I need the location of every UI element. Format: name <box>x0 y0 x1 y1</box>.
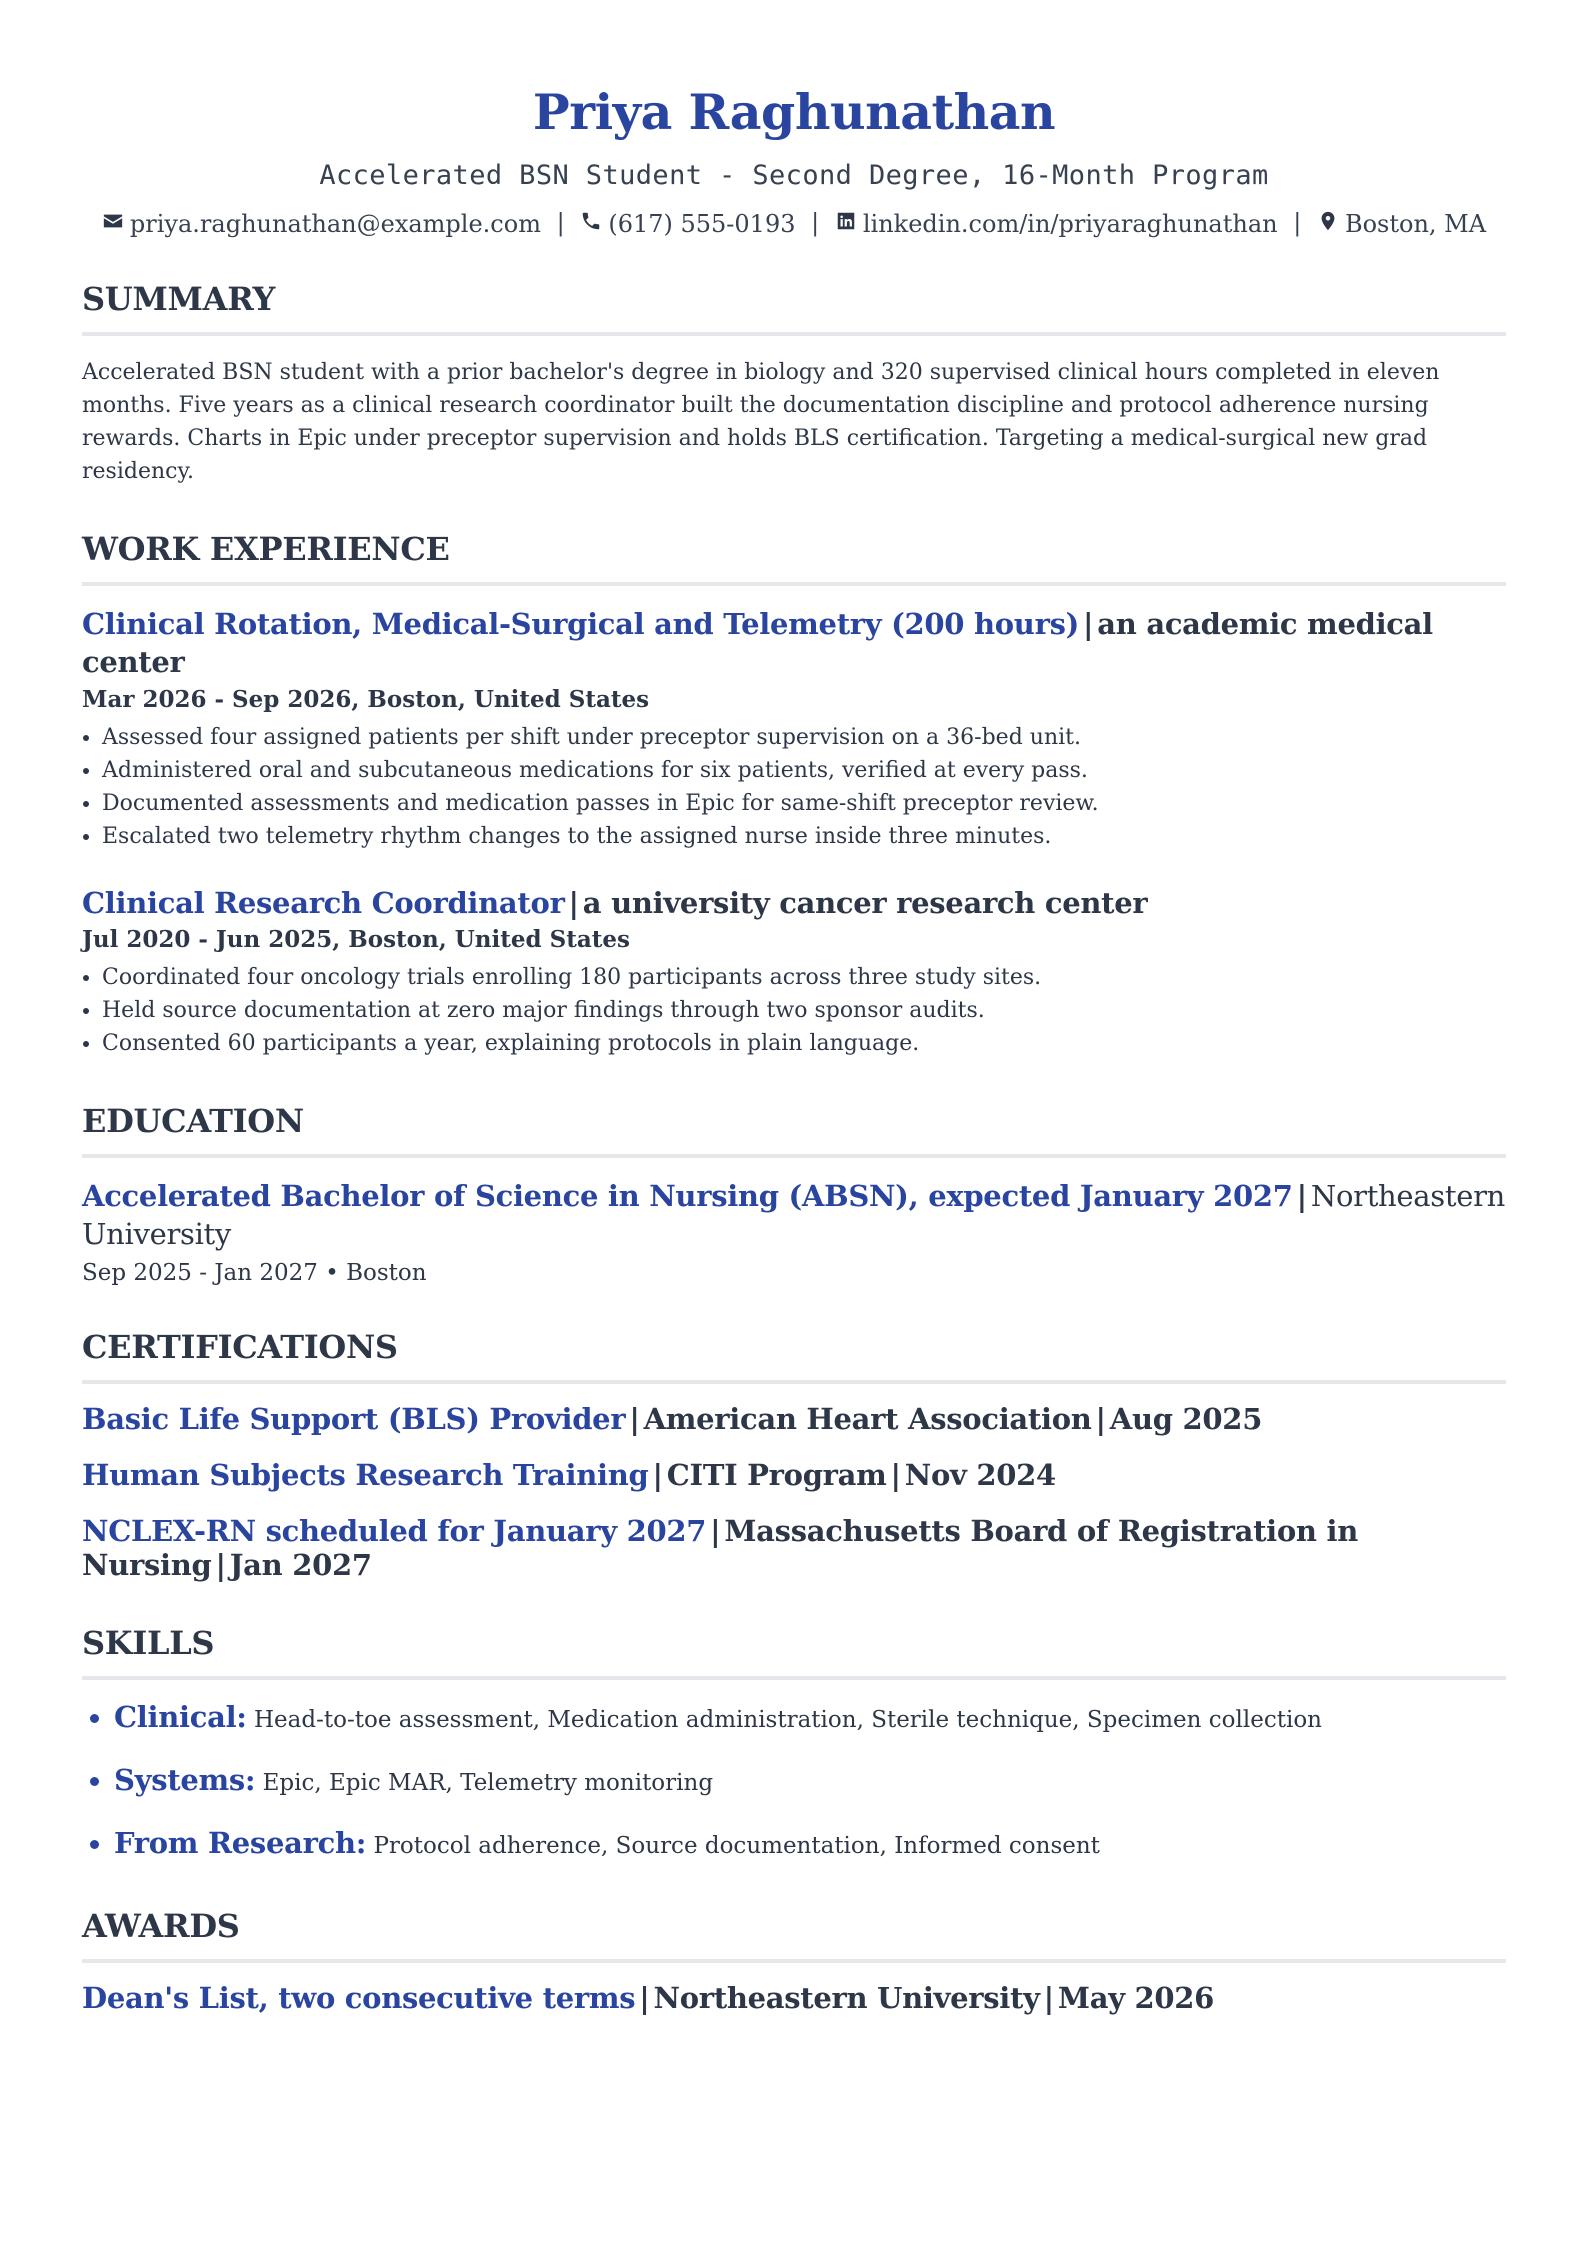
section-title: WORK EXPERIENCE <box>82 530 1506 586</box>
certification-issuer: CITI Program <box>666 1457 887 1492</box>
skill-values: Epic, Epic MAR, Telemetry monitoring <box>262 1769 714 1796</box>
skills-section <box>82 1624 1506 1865</box>
award-name: Dean's List, two consecutive terms <box>82 1980 636 2015</box>
list-item: • Escalated two telemetry rhythm changes to the assigned nurse inside three minutes. <box>102 820 1506 853</box>
summary-section <box>82 280 1506 488</box>
section-title: EDUCATION <box>82 1102 1506 1158</box>
phone-icon <box>580 210 602 238</box>
experience-section <box>82 530 1506 1060</box>
map-pin-icon <box>1317 210 1339 238</box>
awards-section <box>82 1907 1506 2015</box>
contact-separator: | <box>1293 208 1302 237</box>
separator: | <box>215 1547 226 1582</box>
skill-category: From Research: <box>114 1825 367 1860</box>
experience-entry <box>82 885 1506 1061</box>
section-title: CERTIFICATIONS <box>82 1328 1506 1384</box>
contact-separator: | <box>556 208 565 237</box>
entry-heading <box>82 606 1506 681</box>
bullet-list <box>82 721 1506 853</box>
linkedin-icon <box>835 210 857 238</box>
list-item: • Consented 60 participants a year, explaining protocols in plain language. <box>102 1027 1506 1060</box>
skill-values: Head-to-toe assessment, Medication administration, Sterile technique, Specimen collection <box>254 1706 1322 1733</box>
phone-text: (617) 555-0193 <box>608 210 796 239</box>
separator: | <box>652 1457 663 1492</box>
certification-item <box>82 1458 1506 1492</box>
headline: Accelerated BSN Student - Second Degree, 16-Month Program <box>319 159 1269 191</box>
separator: | <box>629 1401 640 1436</box>
certification-item <box>82 1402 1506 1436</box>
entry-heading <box>82 885 1506 923</box>
degree: Accelerated Bachelor of Science in Nursing (ABSN), expected January 2027 <box>82 1179 1293 1214</box>
location-text: Boston, MA <box>1344 210 1487 239</box>
skill-group <box>114 1824 1506 1865</box>
contact-line <box>82 209 1506 239</box>
certification-name: NCLEX-RN scheduled for January 2027 <box>82 1513 707 1548</box>
certification-date: Nov 2024 <box>904 1457 1056 1492</box>
education-dates: Sep 2025 - Jan 2027 • Boston <box>82 1259 427 1286</box>
contact-email[interactable] <box>102 210 541 238</box>
separator: | <box>639 1980 650 2015</box>
certification-item <box>82 1514 1506 1582</box>
education-section <box>82 1102 1506 1285</box>
bullet-list <box>82 961 1506 1060</box>
separator: | <box>568 885 579 920</box>
experience-entry <box>82 606 1506 852</box>
certifications-section <box>82 1328 1506 1582</box>
summary-text: Accelerated BSN student with a prior bachelor's degree in biology and 320 supervised clinical hours completed in eleven months. Five years as a clinical research coordinator built the documentation discipline and protocol adherence nursing rewards. Charts in Epic under preceptor supervision and holds BLS certification. Targeting a medical-surgical new grad residency. <box>82 360 1440 485</box>
section-title: SUMMARY <box>82 280 1506 336</box>
list-item: • Coordinated four oncology trials enrolling 180 participants across three study sites. <box>102 961 1506 994</box>
separator: | <box>710 1513 721 1548</box>
section-title: SKILLS <box>82 1624 1506 1680</box>
certification-name: Basic Life Support (BLS) Provider <box>82 1401 626 1436</box>
contact-separator: | <box>811 208 820 237</box>
award-issuer: Northeastern University <box>653 1980 1040 2015</box>
certification-name: Human Subjects Research Training <box>82 1457 649 1492</box>
candidate-name: Priya Raghunathan <box>532 83 1056 141</box>
entry-heading <box>82 1178 1506 1253</box>
skill-category: Clinical: <box>114 1699 247 1734</box>
skills-list <box>82 1698 1506 1865</box>
certification-date: Aug 2025 <box>1109 1401 1263 1436</box>
contact-phone[interactable] <box>580 210 795 238</box>
linkedin-text: linkedin.com/in/priyaraghunathan <box>862 210 1278 239</box>
email-text: priya.raghunathan@example.com <box>129 210 541 239</box>
employer: a university cancer research center <box>582 885 1148 920</box>
skill-values: Protocol adherence, Source documentation, Informed consent <box>373 1832 1100 1859</box>
skill-category: Systems: <box>114 1762 256 1797</box>
employer: an academic medical center <box>82 607 1433 680</box>
list-item: • Assessed four assigned patients per shift under preceptor supervision on a 36-bed unit. <box>102 721 1506 754</box>
separator: | <box>1095 1401 1106 1436</box>
separator: | <box>1296 1179 1307 1214</box>
skill-group <box>114 1761 1506 1802</box>
separator: | <box>890 1457 901 1492</box>
school: Northeastern University <box>82 1179 1506 1252</box>
award-date: May 2026 <box>1057 1980 1215 2015</box>
certification-issuer: Massachusetts Board of Registration in Nursing <box>82 1513 1359 1582</box>
job-title: Clinical Rotation, Medical-Surgical and Telemetry (200 hours) <box>82 607 1080 642</box>
certification-issuer: American Heart Association <box>643 1401 1092 1436</box>
contact-linkedin[interactable] <box>835 210 1278 238</box>
list-item: • Held source documentation at zero major findings through two sponsor audits. <box>102 994 1506 1027</box>
resume-header <box>82 83 1506 239</box>
certification-date: Jan 2027 <box>229 1547 372 1582</box>
contact-location <box>1317 210 1486 238</box>
envelope-icon <box>102 210 124 238</box>
job-title: Clinical Research Coordinator <box>82 885 565 920</box>
list-item: • Documented assessments and medication passes in Epic for same-shift preceptor review. <box>102 787 1506 820</box>
education-entry <box>82 1178 1506 1285</box>
separator: | <box>1083 607 1094 642</box>
section-title: AWARDS <box>82 1907 1506 1963</box>
list-item: • Administered oral and subcutaneous medications for six patients, verified at every pass. <box>102 754 1506 787</box>
award-item <box>82 1981 1506 2015</box>
skill-group <box>114 1698 1506 1739</box>
entry-dates: Mar 2026 - Sep 2026, Boston, United States <box>82 685 650 713</box>
entry-dates: Jul 2020 - Jun 2025, Boston, United States <box>82 926 630 954</box>
separator: | <box>1043 1980 1054 2015</box>
